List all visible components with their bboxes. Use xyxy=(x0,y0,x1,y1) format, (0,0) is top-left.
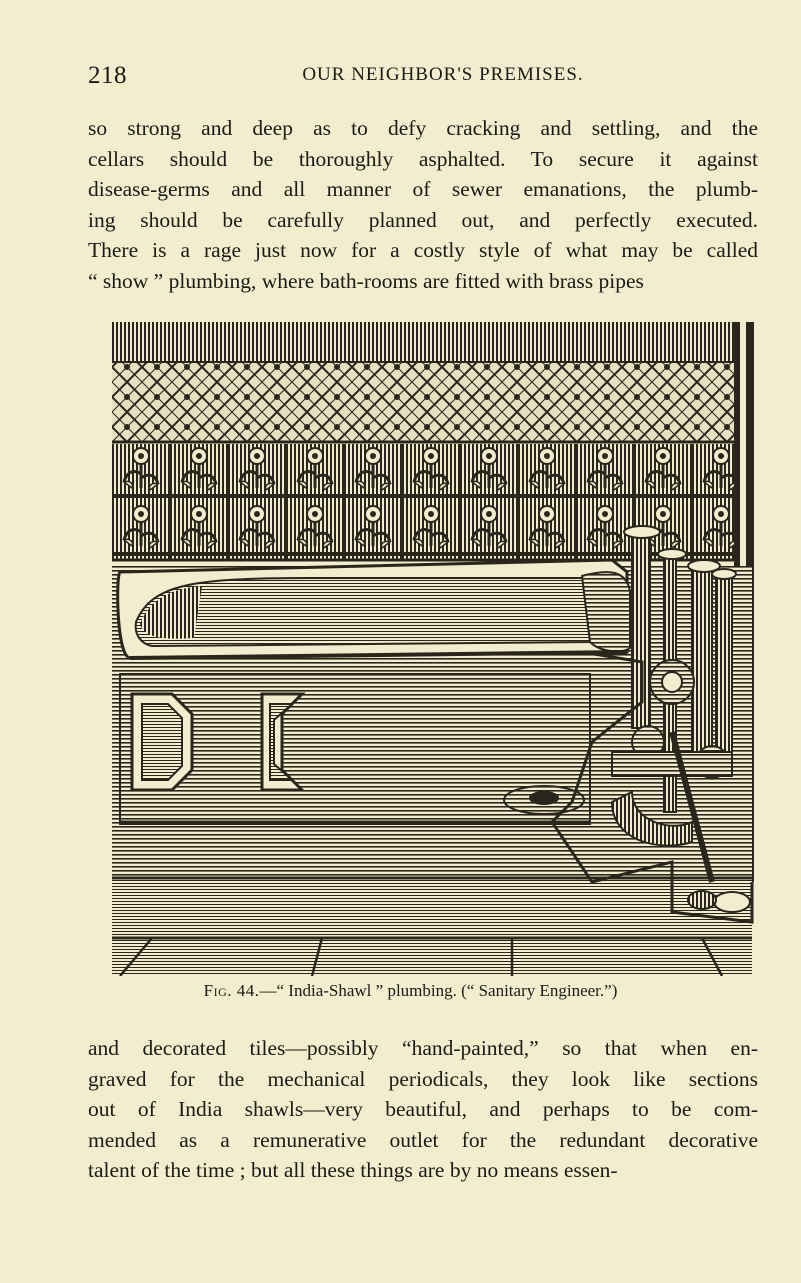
text-line: graved for the mechanical periodicals, they look like sections xyxy=(88,1066,758,1091)
figure-caption-text: —“ India-Shawl ” plumbing. (“ Sanitary Engineer.”) xyxy=(259,981,618,1000)
bathtub-engraving xyxy=(112,322,754,976)
figure-label: Fig. 44. xyxy=(203,981,260,1000)
text-line: so strong and deep as to defy cracking and settling, and the xyxy=(88,116,758,140)
running-title: OUR NEIGHBOR'S PREMISES. xyxy=(302,64,584,85)
running-head xyxy=(88,62,758,96)
paragraph-bottom xyxy=(88,1033,758,1186)
page-number: 218 xyxy=(88,62,127,89)
text-line: cellars should be thoroughly asphalted. To secure it against xyxy=(88,146,758,171)
text-line: out of India shawls—very beautiful, and perhaps to be com- xyxy=(88,1097,758,1121)
text-line: talent of the time ; but all these things are by no means essen- xyxy=(88,1158,618,1182)
text-line: There is a rage just now for a costly style of what may be called xyxy=(88,238,758,262)
text-line: mended as a remunerative outlet for the redundant decorative xyxy=(88,1127,758,1152)
figure-caption xyxy=(0,981,801,1001)
text-line: “ show ” plumbing, where bath-rooms are fitted with brass pipes xyxy=(88,268,644,293)
text-line: disease-germs and all manner of sewer emanations, the plumb- xyxy=(88,177,758,201)
paragraph-top xyxy=(88,113,758,296)
text-line: ing should be carefully planned out, and perfectly executed. xyxy=(88,207,758,232)
text-line: and decorated tiles—possibly “hand-painted,” so that when en- xyxy=(88,1036,758,1060)
